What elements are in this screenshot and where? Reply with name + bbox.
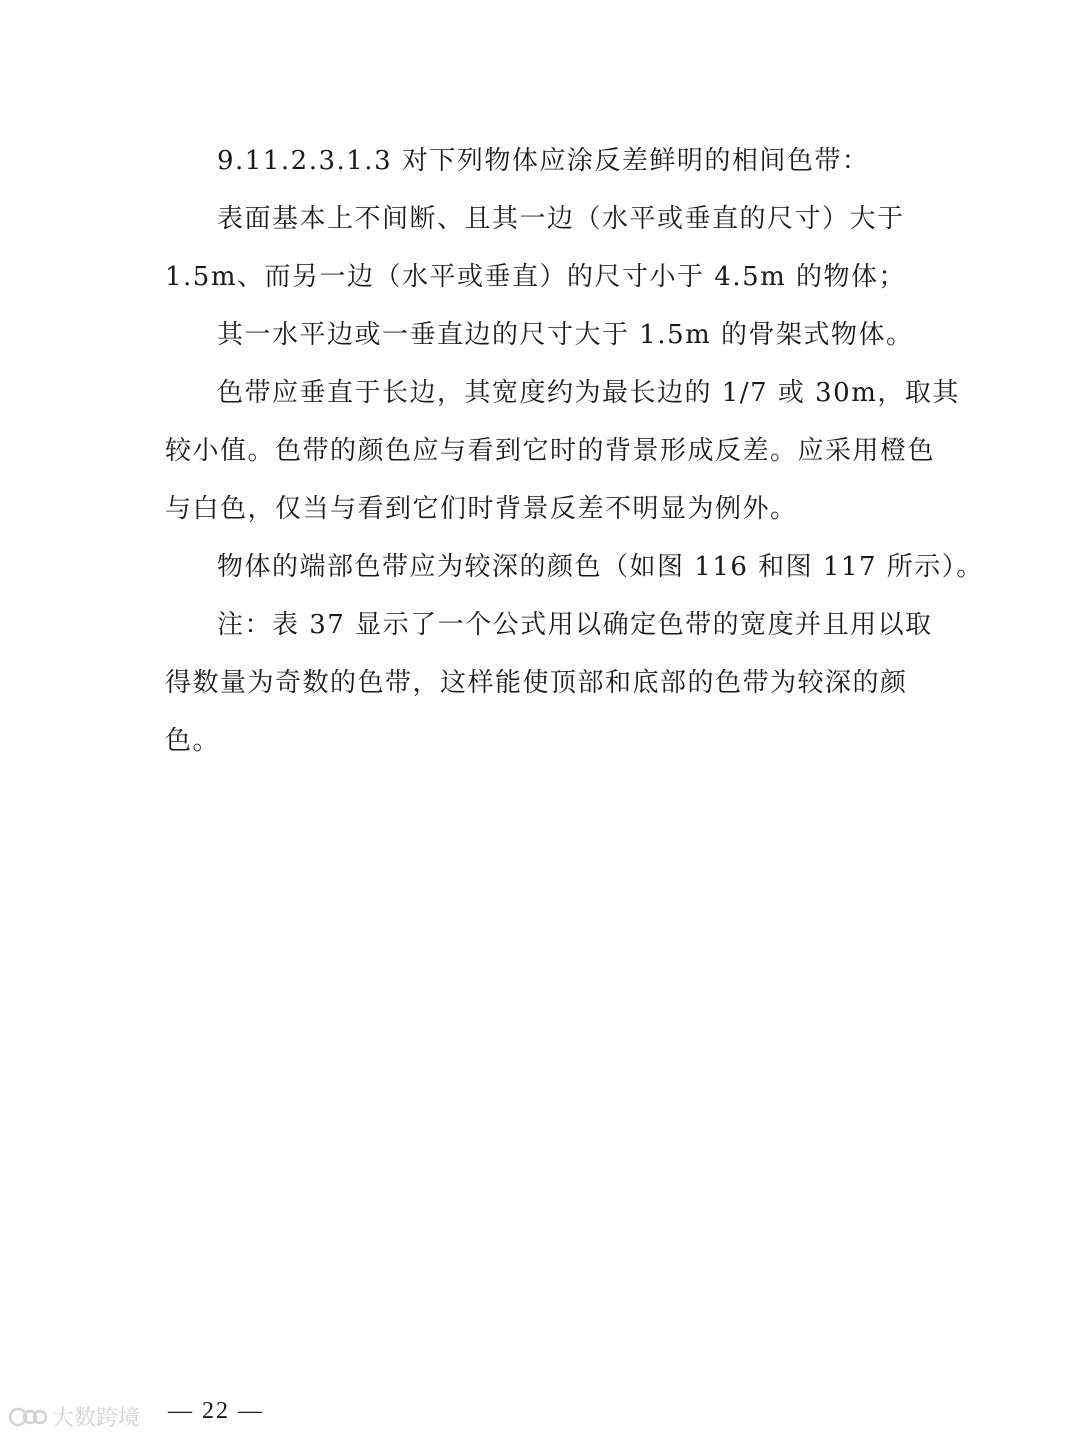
paragraph-line: 较小值。色带的颜色应与看到它时的背景形成反差。应采用橙色 <box>165 436 936 466</box>
page-number: — 22 — <box>168 1398 264 1424</box>
paragraph-line: 与白色，仅当与看到它们时背景反差不明显为例外。 <box>165 494 798 524</box>
note-line: 得数量为奇数的色带，这样能使顶部和底部的色带为较深的颜 <box>165 668 908 698</box>
brand-logo-icon <box>8 1403 48 1431</box>
paragraph-line: 色带应垂直于长边，其宽度约为最长边的 1/7 或 30m，取其 <box>217 378 960 408</box>
watermark-text: 大数跨境 <box>52 1406 141 1431</box>
paragraph-line: 物体的端部色带应为较深的颜色（如图 116 和图 117 所示）。 <box>217 552 984 582</box>
document-body <box>165 138 984 776</box>
paragraph-line: 其一水平边或一垂直边的尺寸大于 1.5m 的骨架式物体。 <box>217 320 914 350</box>
note-line: 色。 <box>165 726 221 756</box>
clause-heading: 9.11.2.3.1.3 对下列物体应涂反差鲜明的相间色带： <box>217 146 870 176</box>
paragraph-line: 表面基本上不间断、且其一边（水平或垂直的尺寸）大于 <box>217 204 905 234</box>
watermark <box>8 1401 140 1432</box>
note-line: 注：表 37 显示了一个公式用以确定色带的宽度并且用以取 <box>217 610 933 640</box>
paragraph-line: 1.5m、而另一边（水平或垂直）的尺寸小于 4.5m 的物体； <box>165 262 907 292</box>
